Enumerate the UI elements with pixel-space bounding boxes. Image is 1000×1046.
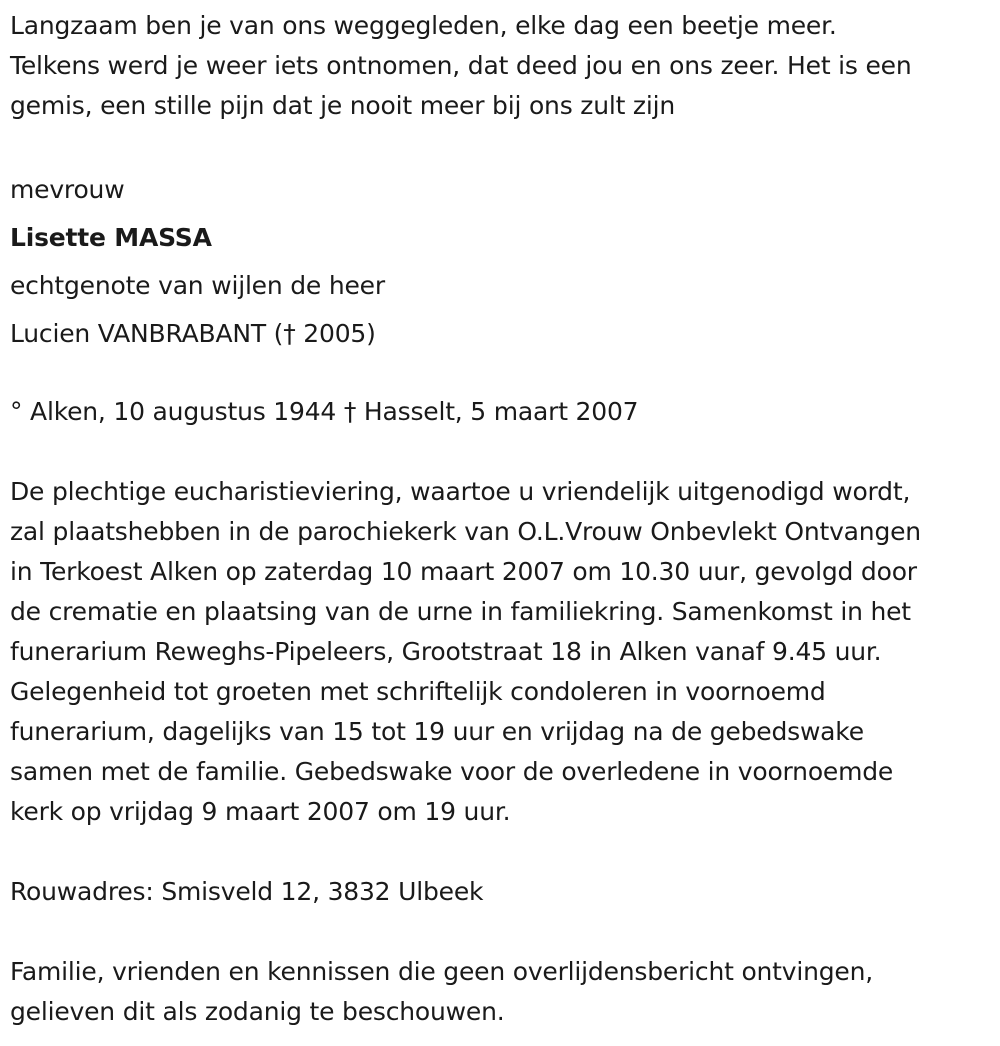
deceased-name: Lisette MASSA [10, 223, 212, 252]
spacer [10, 832, 995, 872]
closing-line: Familie, vrienden en kennissen die geen overlijdensbericht ontvingen, [10, 957, 874, 986]
ceremony-line: kerk op vrijdag 9 maart 2007 om 19 uur. [10, 797, 511, 826]
intro-poem [10, 6, 995, 126]
deceased-title: mevrouw [10, 175, 125, 204]
ceremony-line: samen met de familie. Gebedswake voor de overledene in voornoemde [10, 757, 894, 786]
intro-line: Telkens werd je weer iets ontnomen, dat deed jou en ons zeer. Het is een [10, 51, 912, 80]
spacer [10, 912, 995, 952]
closing-line: gelieven dit als zodanig te beschouwen. [10, 997, 505, 1026]
ceremony-line: De plechtige eucharistieviering, waartoe u vriendelijk uitgenodigd wordt, [10, 477, 911, 506]
obituary-notice [10, 6, 995, 1032]
ceremony-line: funerarium, dagelijks van 15 tot 19 uur en vrijdag na de gebedswake [10, 717, 864, 746]
ceremony-line: Gelegenheid tot groeten met schriftelijk condoleren in voornoemd [10, 677, 826, 706]
intro-line: Langzaam ben je van ons weggegleden, elke dag een beetje meer. [10, 11, 837, 40]
birth-death-dates: ° Alken, 10 augustus 1944 † Hasselt, 5 maart 2007 [10, 397, 639, 426]
ceremony-details [10, 472, 995, 832]
ceremony-line: in Terkoest Alken op zaterdag 10 maart 2007 om 10.30 uur, gevolgd door [10, 557, 917, 586]
ceremony-line: de crematie en plaatsing van de urne in familiekring. Samenkomst in het [10, 597, 911, 626]
spacer [10, 126, 995, 166]
deceased-relation: echtgenote van wijlen de heer [10, 271, 385, 300]
deceased-block [10, 166, 995, 358]
spacer [10, 432, 995, 472]
mourning-address: Rouwadres: Smisveld 12, 3832 Ulbeek [10, 877, 484, 906]
ceremony-line: zal plaatshebben in de parochiekerk van O.L.Vrouw Onbevlekt Ontvangen [10, 517, 921, 546]
ceremony-line: funerarium Reweghs-Pipeleers, Grootstraat 18 in Alken vanaf 9.45 uur. [10, 637, 882, 666]
intro-line: gemis, een stille pijn dat je nooit meer bij ons zult zijn [10, 91, 675, 120]
spacer [10, 358, 995, 392]
spouse-name: Lucien VANBRABANT († 2005) [10, 319, 376, 348]
closing-note [10, 952, 995, 1032]
